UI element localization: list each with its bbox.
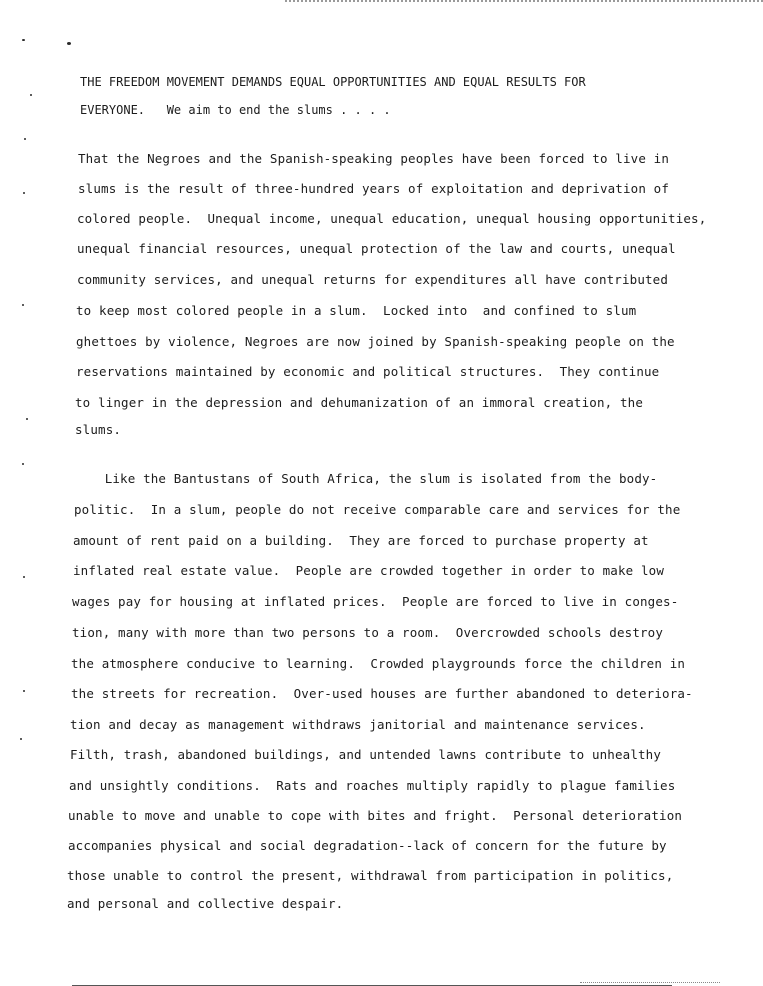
paragraph-1-line: colored people. Unequal income, unequal education, unequal housing opportunities,: [77, 211, 707, 226]
paragraph-2-line: and unsightly conditions. Rats and roaches multiply rapidly to plague families: [69, 778, 676, 793]
margin-speck: [30, 94, 32, 96]
paragraph-1-line: to keep most colored people in a slum. Locked into and confined to slum: [76, 303, 637, 318]
bottom-edge-dots: [580, 982, 720, 983]
paragraph-1-line: slums.: [75, 422, 122, 437]
paragraph-2-line: Like the Bantustans of South Africa, the slum is isolated from the body-: [74, 471, 658, 486]
margin-speck: [24, 138, 26, 140]
paragraph-2-line: tion, many with more than two persons to a room. Overcrowded schools destroy: [72, 625, 664, 640]
paragraph-1-line: unequal financial resources, unequal protection of the law and courts, unequal: [77, 241, 676, 256]
paragraph-2-line: accompanies physical and social degradation--lack of concern for the future by: [68, 838, 667, 853]
heading-line-2: EVERYONE. We aim to end the slums . . . .: [80, 103, 391, 117]
margin-speck: [23, 576, 25, 578]
paragraph-1-line: community services, and unequal returns for expenditures all have contributed: [77, 272, 669, 287]
margin-speck: [23, 192, 25, 194]
paragraph-1-line: slums is the result of three-hundred years of exploitation and deprivation of: [78, 181, 670, 196]
paragraph-2-line: amount of rent paid on a building. They are forced to purchase property at: [73, 533, 649, 548]
paragraph-2-line: inflated real estate value. People are crowded together in order to make low: [73, 563, 665, 578]
paragraph-2-line: tion and decay as management withdraws janitorial and maintenance services.: [70, 717, 646, 732]
margin-speck: [20, 738, 22, 740]
paragraph-2-line: politic. In a slum, people do not receive comparable care and services for the: [74, 502, 681, 517]
margin-speck: [23, 690, 25, 692]
paragraph-2-line: Filth, trash, abandoned buildings, and untended lawns contribute to unhealthy: [70, 747, 662, 762]
heading-line-1: THE FREEDOM MOVEMENT DEMANDS EQUAL OPPORTUNITIES AND EQUAL RESULTS FOR: [80, 75, 586, 89]
margin-speck: [22, 39, 25, 41]
margin-speck: [22, 463, 24, 465]
paragraph-2-line: unable to move and unable to cope with bites and fright. Personal deterioration: [68, 808, 683, 823]
paragraph-1-line: reservations maintained by economic and political structures. They continue: [76, 364, 660, 379]
paragraph-2-line: wages pay for housing at inflated prices. People are forced to live in conges-: [72, 594, 679, 609]
paragraph-1-line: to linger in the depression and dehumanization of an immoral creation, the: [75, 395, 643, 410]
margin-speck: [22, 304, 24, 306]
paragraph-2-line: those unable to control the present, withdrawal from participation in politics,: [67, 868, 674, 883]
paragraph-1-line: That the Negroes and the Spanish-speaking peoples have been forced to live in: [78, 151, 670, 166]
paragraph-2-line: and personal and collective despair.: [67, 896, 344, 911]
margin-speck: [67, 42, 71, 45]
paragraph-1-line: ghettoes by violence, Negroes are now joined by Spanish-speaking people on the: [76, 334, 675, 349]
paragraph-2-line: the atmosphere conducive to learning. Crowded playgrounds force the children in: [71, 656, 686, 671]
top-edge-dots: [285, 0, 763, 4]
margin-speck: [26, 418, 28, 420]
paragraph-2-line: the streets for recreation. Over-used houses are further abandoned to deteriora-: [71, 686, 693, 701]
